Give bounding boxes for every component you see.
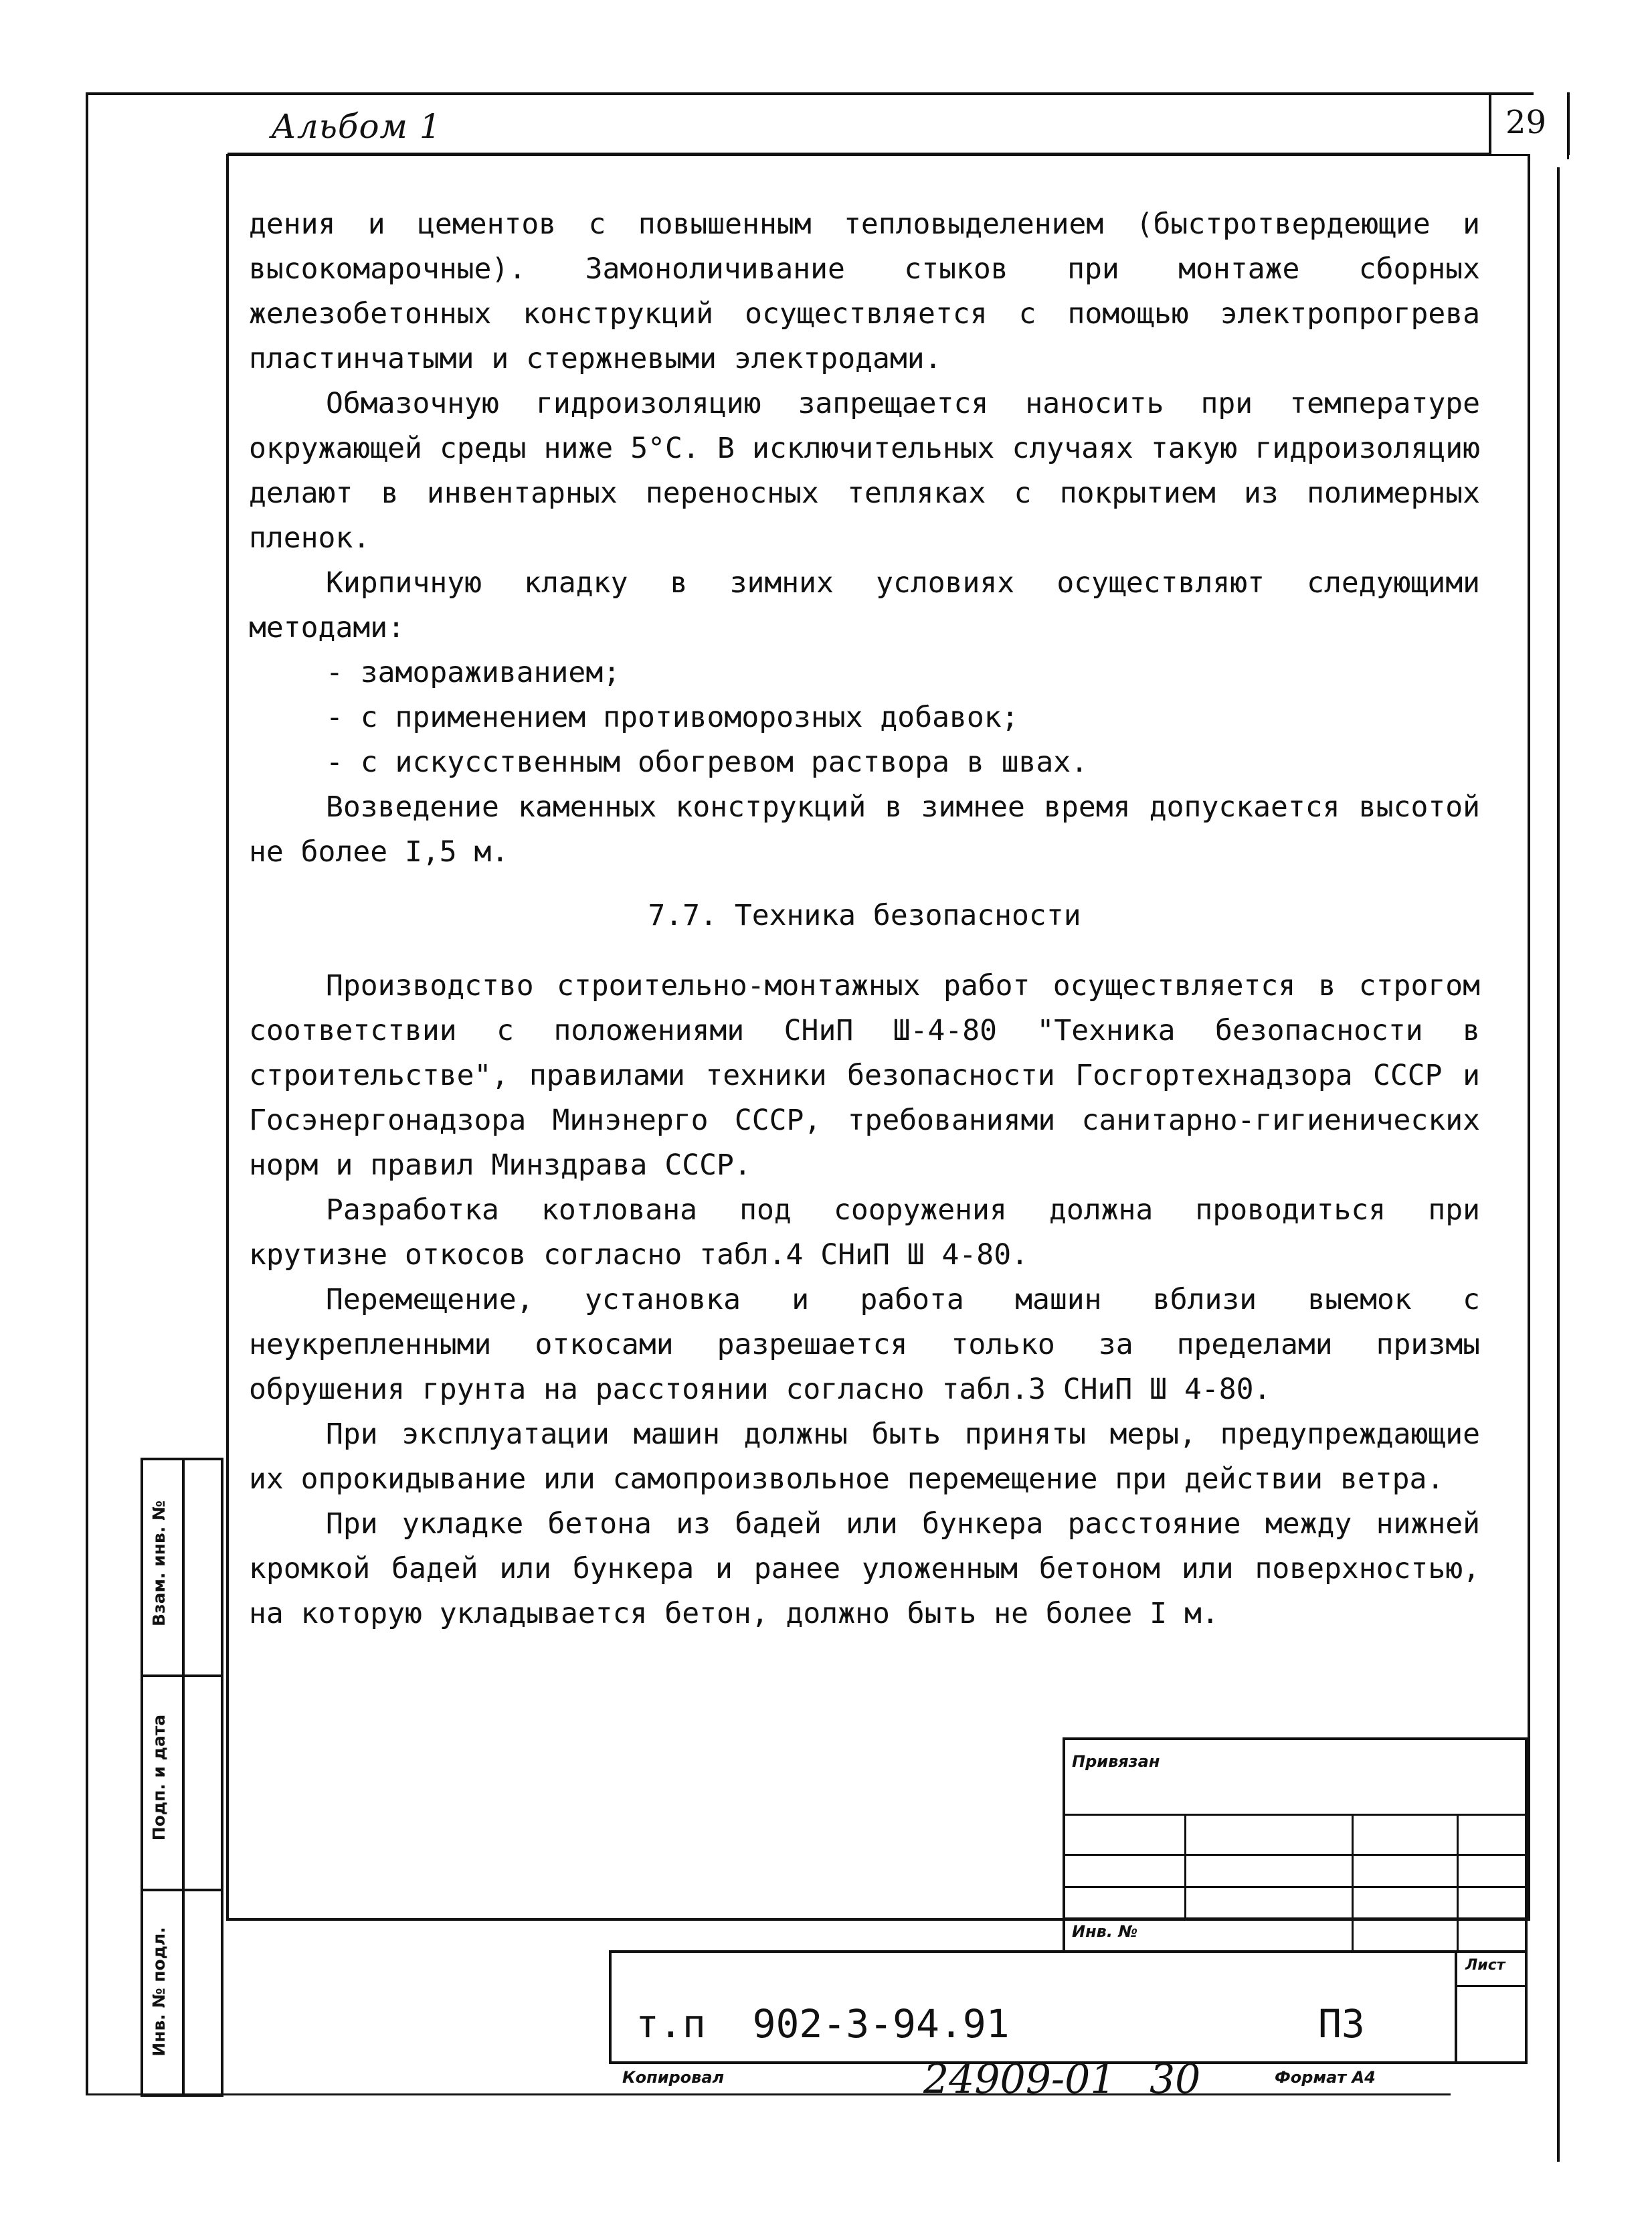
paragraph: дения и цементов с повышенным тепловыделением (быстротвердеющие и высокомарочные). Замоноличивание стыков при монтаже сборных железобетонных конструкций осуществляется с помощью электропрогрева пластинчатыми и стержневыми электродами. — [249, 207, 1480, 375]
body-text — [249, 202, 1480, 1636]
order-number: 24909-01 — [923, 2056, 1116, 2103]
tb-hline-4 — [1065, 1917, 1525, 1919]
section-title: 7.7. Техника безопасности — [648, 899, 1081, 932]
list-item: - замораживанием; — [326, 656, 621, 689]
paragraph: Кирпичную кладку в зимних условиях осуществляют следующими методами: — [249, 566, 1480, 644]
tb-list-divider — [1455, 1953, 1457, 2061]
inner-frame-top — [227, 154, 1529, 156]
tb-hline-2 — [1065, 1854, 1525, 1856]
page-number: 29 — [1505, 104, 1547, 141]
tb-list-hline — [1455, 1985, 1525, 1987]
paragraph: Обмазочную гидроизоляцию запрещается наносить при температуре окружающей среды ниже 5°С. В исключительных случаях такую гидроизоляцию делают в инвентарных переносных тепляках с покрытием из полимерных пленок. — [249, 387, 1480, 555]
paragraph: При укладке бетона из бадей или бункера расстояние между нижней кромкой бадей или бункера и ранее уложенным бетоном или поверхностью, на которую укладывается бетон, должно быть не более I м. — [249, 1507, 1480, 1630]
list-item: - с искусственным обогревом раствора в швах. — [326, 746, 1089, 779]
page-box-right — [1567, 92, 1570, 155]
outer-frame-left — [86, 92, 88, 2093]
paragraph: Перемещение, установка и работа машин вблизи выемок с неукрепленными откосами разрешается только за пределами призмы обрушения грунта на расстоянии согласно табл.3 СНиП Ш 4-80. — [249, 1283, 1480, 1406]
tb-vline-3 — [1457, 1814, 1459, 1951]
side-label-inv-podl: Инв. № подл. — [149, 1927, 169, 2057]
outer-frame-bottom — [86, 2093, 1451, 2095]
tb-vline-1 — [1184, 1814, 1186, 1917]
inner-frame-right — [1528, 154, 1530, 1921]
order-page: 30 — [1150, 2056, 1201, 2103]
sheet-code: П3 — [1318, 2001, 1365, 2047]
format-label: Формат А4 — [1275, 2068, 1376, 2087]
outer-frame-top — [87, 92, 1534, 95]
paragraph: Разработка котлована под сооружения должна проводиться при крутизне откосов согласно табл.4 СНиП Ш 4-80. — [249, 1193, 1480, 1272]
paragraph: Производство строительно-монтажных работ осуществляется в строгом соответствии с положениями СНиП Ш-4-80 "Техника безопасности в строительстве", правилами техники безопасности Госгортехнадзора СССР и Госэнергонадзора Минэнерго СССР, требованиями санитарно-гигиенических норм и правил Минздрава СССР. — [249, 969, 1480, 1182]
page-box-left — [1489, 92, 1491, 155]
tb-hline-1 — [1065, 1814, 1525, 1816]
side-stamp-divider-vertical — [182, 1460, 185, 2094]
paragraph: Возведение каменных конструкций в зимнее время допускается высотой не более I,5 м. — [249, 790, 1480, 869]
list-label: Лист — [1465, 1957, 1505, 1974]
side-label-vzam-inv: Взам. инв. № — [149, 1500, 169, 1626]
inv-no-label: Инв. № — [1072, 1922, 1138, 1941]
paragraph: При эксплуатации машин должны быть приняты меры, предупреждающие их опрокидывание или самопроизвольное перемещение при действии ветра. — [249, 1417, 1480, 1496]
kopiroval-label: Копировал — [622, 2068, 725, 2087]
outer-frame-right — [1557, 167, 1560, 2162]
tb-hline-3 — [1065, 1886, 1525, 1888]
doc-code: т.п 902-3-94.91 — [636, 2001, 1010, 2047]
list-item: - с применением противоморозных добавок; — [326, 701, 1019, 734]
tb-vline-2 — [1352, 1814, 1354, 1951]
album-label: Альбом 1 — [271, 107, 442, 146]
privyazan-label: Привязан — [1072, 1752, 1160, 1771]
side-label-podp-data: Подп. и дата — [149, 1714, 169, 1841]
inner-frame-left — [226, 154, 229, 1921]
